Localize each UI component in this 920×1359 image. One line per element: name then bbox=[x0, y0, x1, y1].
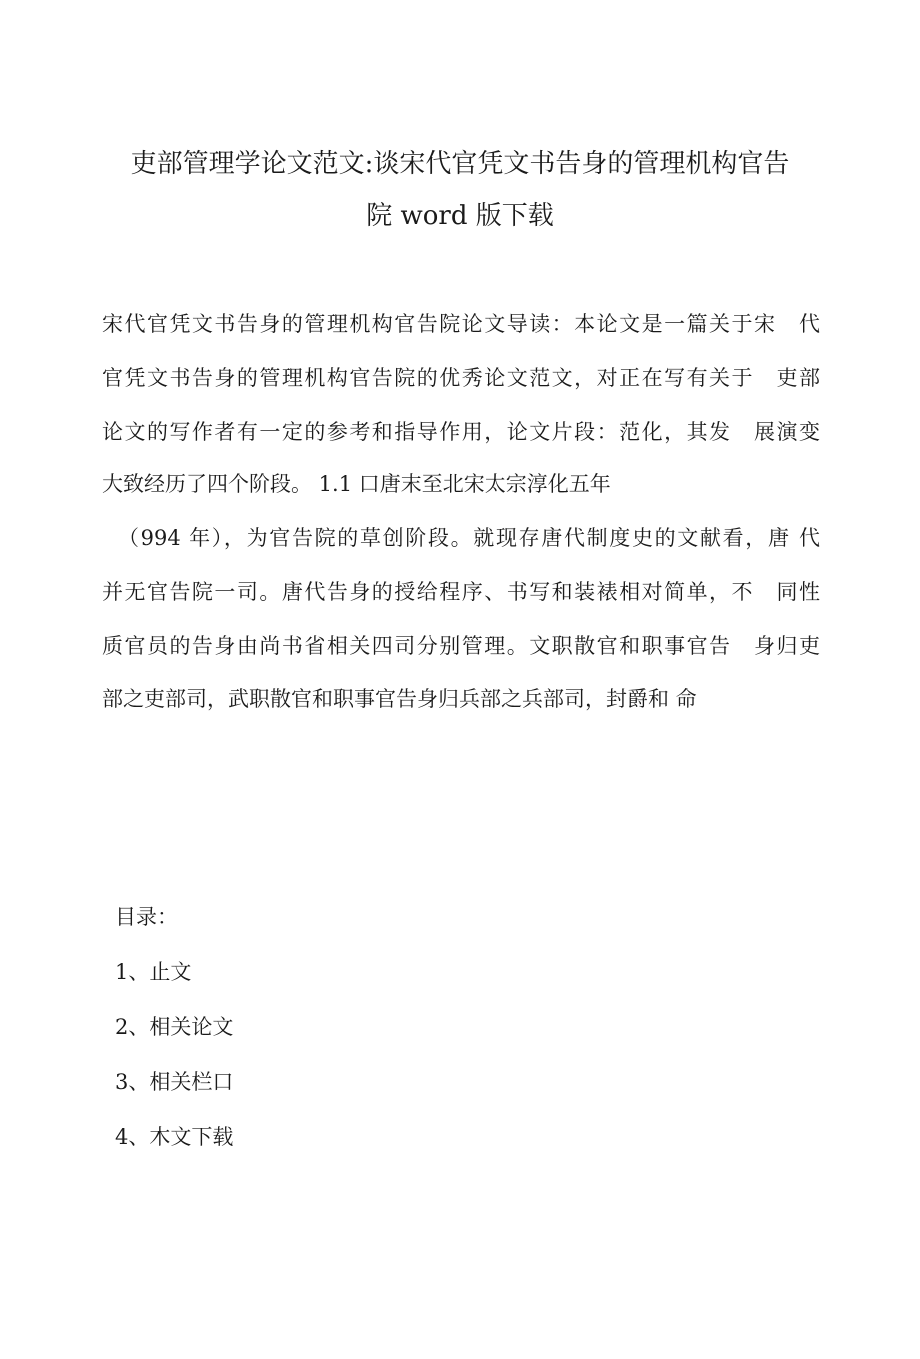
toc-item[interactable]: 3、相关栏口 bbox=[115, 1070, 234, 1094]
paragraph-line: 质官员的告身由尚书省相关四司分别管理。文职散官和职事官告 身归吏 bbox=[102, 634, 820, 658]
document-title-line-1: 吏部管理学论文范文:谈宋代官凭文书告身的管理机构官告 bbox=[130, 149, 790, 179]
paragraph-line: 部之吏部司，武职散官和职事官告身归兵部之兵部司，封爵和 命 bbox=[102, 687, 697, 711]
paragraph-line: 论文的写作者有一定的参考和指导作用，论文片段：范化，其发 展演变 bbox=[102, 420, 820, 444]
document-title bbox=[100, 138, 820, 242]
toc-item[interactable]: 4、木文下载 bbox=[115, 1125, 234, 1149]
paragraph-line: 大致经历了四个阶段。 1.1 口唐末至北宋太宗淳化五年 bbox=[102, 472, 611, 496]
toc-item[interactable]: 2、相关论文 bbox=[115, 1015, 234, 1039]
toc-heading: 目录： bbox=[115, 905, 178, 929]
paragraph-line: 官凭文书告身的管理机构官告院的优秀论文范文，对正在写有关于 吏部 bbox=[102, 366, 820, 390]
paragraph-line: （994 年），为官告院的草创阶段。就现存唐代制度史的文献看，唐 代 bbox=[118, 526, 820, 550]
paragraph-line: 并无官告院一司。唐代告身的授给程序、书写和装裱相对简单，不 同性 bbox=[102, 580, 820, 604]
paragraph-line: 宋代官凭文书告身的管理机构官告院论文导读：本论文是一篇关于宋 代 bbox=[102, 312, 820, 336]
toc-item[interactable]: 1、止文 bbox=[115, 960, 192, 984]
document-title-line-2: 院 word 版下载 bbox=[366, 201, 554, 231]
